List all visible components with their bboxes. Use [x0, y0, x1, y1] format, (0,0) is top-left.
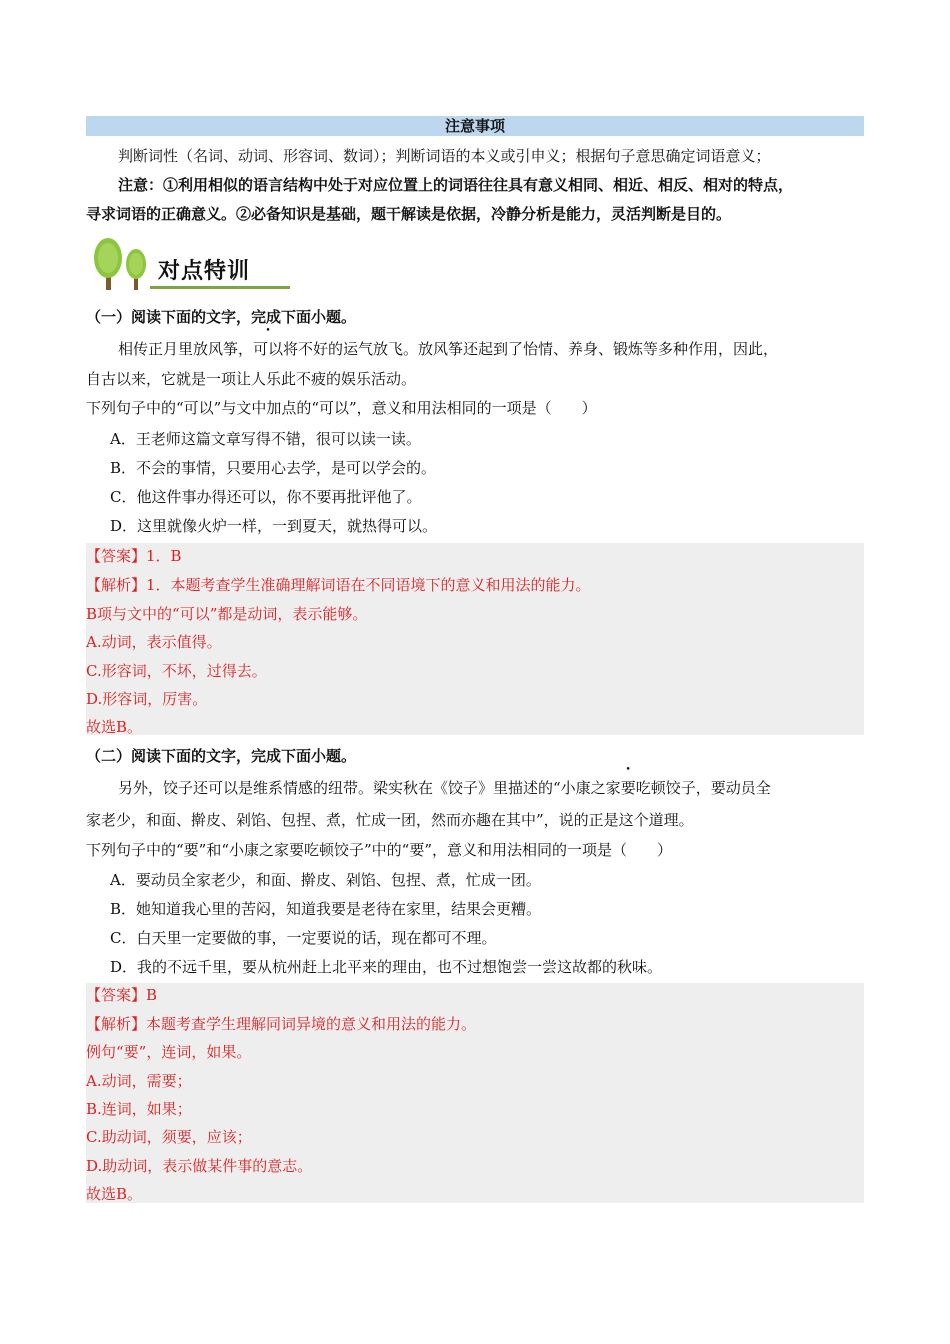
banner-underline	[150, 286, 290, 289]
q2-analysis-text: 本题考查学生理解同词异境的意义和用法的能力。	[146, 1015, 477, 1033]
q2-analysis-line-2: A.动词，需要；	[86, 1072, 192, 1090]
q1-answer	[86, 546, 182, 566]
q1-analysis-line-3: C.形容词，不坏，过得去。	[86, 662, 267, 680]
q1-passage-line-1	[118, 339, 778, 359]
q1-passage-line-2: 自古以来，它就是一项让人乐此不疲的娱乐活动。	[86, 370, 417, 388]
q2-heading: （二）阅读下面的文字，完成下面小题。	[86, 747, 357, 765]
q2-analysis-line-3: B.连词，如果；	[86, 1100, 192, 1118]
tree-icon	[90, 236, 160, 292]
section-banner	[90, 236, 290, 292]
q2-analysis	[86, 1014, 476, 1034]
q1-analysis-text: 1．本题考查学生准确理解词语在不同语境下的意义和用法的能力。	[146, 576, 591, 594]
q2-option-d: D．我的不远千里，要从杭州赶上北平来的理由，也不过想饱尝一尝这故都的秋味。	[110, 958, 663, 976]
q1-option-d: D．这里就像火炉一样，一到夏天，就热得可以。	[110, 517, 438, 535]
notice-title: 注意事项	[86, 116, 864, 136]
q1-analysis-tag: 【解析】	[86, 576, 147, 594]
q2-stem: 下列句子中的“要”和“小康之家要吃顿饺子”中的“要”，意义和用法相同的一项是（ ）	[86, 841, 673, 859]
q2-passage-line-1	[118, 778, 771, 798]
q2-dotted-word: 要	[620, 779, 636, 797]
notice-line-1: 判断词性（名词、动词、形容词、数词）；判断词语的本义或引申义；根据句子意思确定词语意义；	[118, 147, 771, 165]
q1-analysis-line-1: B项与文中的“可以”都是动词，表示能够。	[86, 605, 368, 623]
q2-analysis-line-4: C.助动词，须要，应该；	[86, 1128, 252, 1146]
q2-passage-line-2: 家老少，和面、擀皮、剁馅、包捏、煮，忙成一团，然而亦趣在其中”，说的正是这个道理。	[86, 811, 694, 829]
q1-dotted-word: 可以	[253, 340, 284, 358]
q2-analysis-line-1: 例句“要”，连词，如果。	[86, 1043, 252, 1061]
q2-answer-value: B	[146, 986, 158, 1004]
q2-answer	[86, 985, 157, 1005]
q2-analysis-line-5: D.助动词，表示做某件事的意志。	[86, 1157, 313, 1175]
q2-answer-tag: 【答案】	[86, 986, 147, 1004]
q2-analysis-line-6: 故选B。	[86, 1185, 143, 1203]
banner-label: 对点特训	[158, 259, 251, 284]
q1-analysis-line-4: D.形容词，厉害。	[86, 690, 208, 708]
notice-line-3: 寻求词语的正确意义。②必备知识是基础，题干解读是依据，冷静分析是能力，灵活判断是目的。	[86, 205, 732, 223]
q1-analysis-line-2: A.动词，表示值得。	[86, 633, 222, 651]
q1-stem: 下列句子中的“可以”与文中加点的“可以”，意义和用法相同的一项是（ ）	[86, 399, 597, 417]
q1-option-c: C．他这件事办得还可以，你不要再批评他了。	[110, 488, 422, 506]
q1-analysis-line-5: 故选B。	[86, 718, 143, 736]
q1-passage-part-a: 相传正月里放风筝，	[118, 340, 254, 358]
q1-heading: （一）阅读下面的文字，完成下面小题。	[86, 308, 357, 326]
q2-passage-part-a: 另外，饺子还可以是维系情感的纽带。梁实秋在《饺子》里描述的“小康之家	[118, 779, 621, 797]
q2-passage-part-b: 吃顿饺子，要动员全	[635, 779, 771, 797]
q2-option-c: C．白天里一定要做的事，一定要说的话，现在都可不理。	[110, 929, 497, 947]
q2-option-a: A．要动员全家老少，和面、擀皮、剁馅、包捏、煮，忙成一团。	[110, 871, 541, 889]
q1-analysis	[86, 575, 591, 595]
q1-passage-part-b: 将不好的运气放飞。放风筝还起到了怡情、养身、锻炼等多种作用，因此，	[283, 340, 779, 358]
q1-answer-value: 1．B	[146, 547, 182, 565]
q1-option-a: A．王老师这篇文章写得不错，很可以读一读。	[110, 430, 421, 448]
q1-answer-tag: 【答案】	[86, 547, 147, 565]
q2-analysis-tag: 【解析】	[86, 1015, 147, 1033]
q2-option-b: B．她知道我心里的苦闷，知道我要是老待在家里，结果会更糟。	[110, 900, 542, 918]
q1-option-b: B．不会的事情，只要用心去学，是可以学会的。	[110, 459, 437, 477]
notice-line-2: 注意：①利用相似的语言结构中处于对应位置上的词语往往具有意义相同、相近、相反、相对的特点，	[118, 176, 794, 194]
